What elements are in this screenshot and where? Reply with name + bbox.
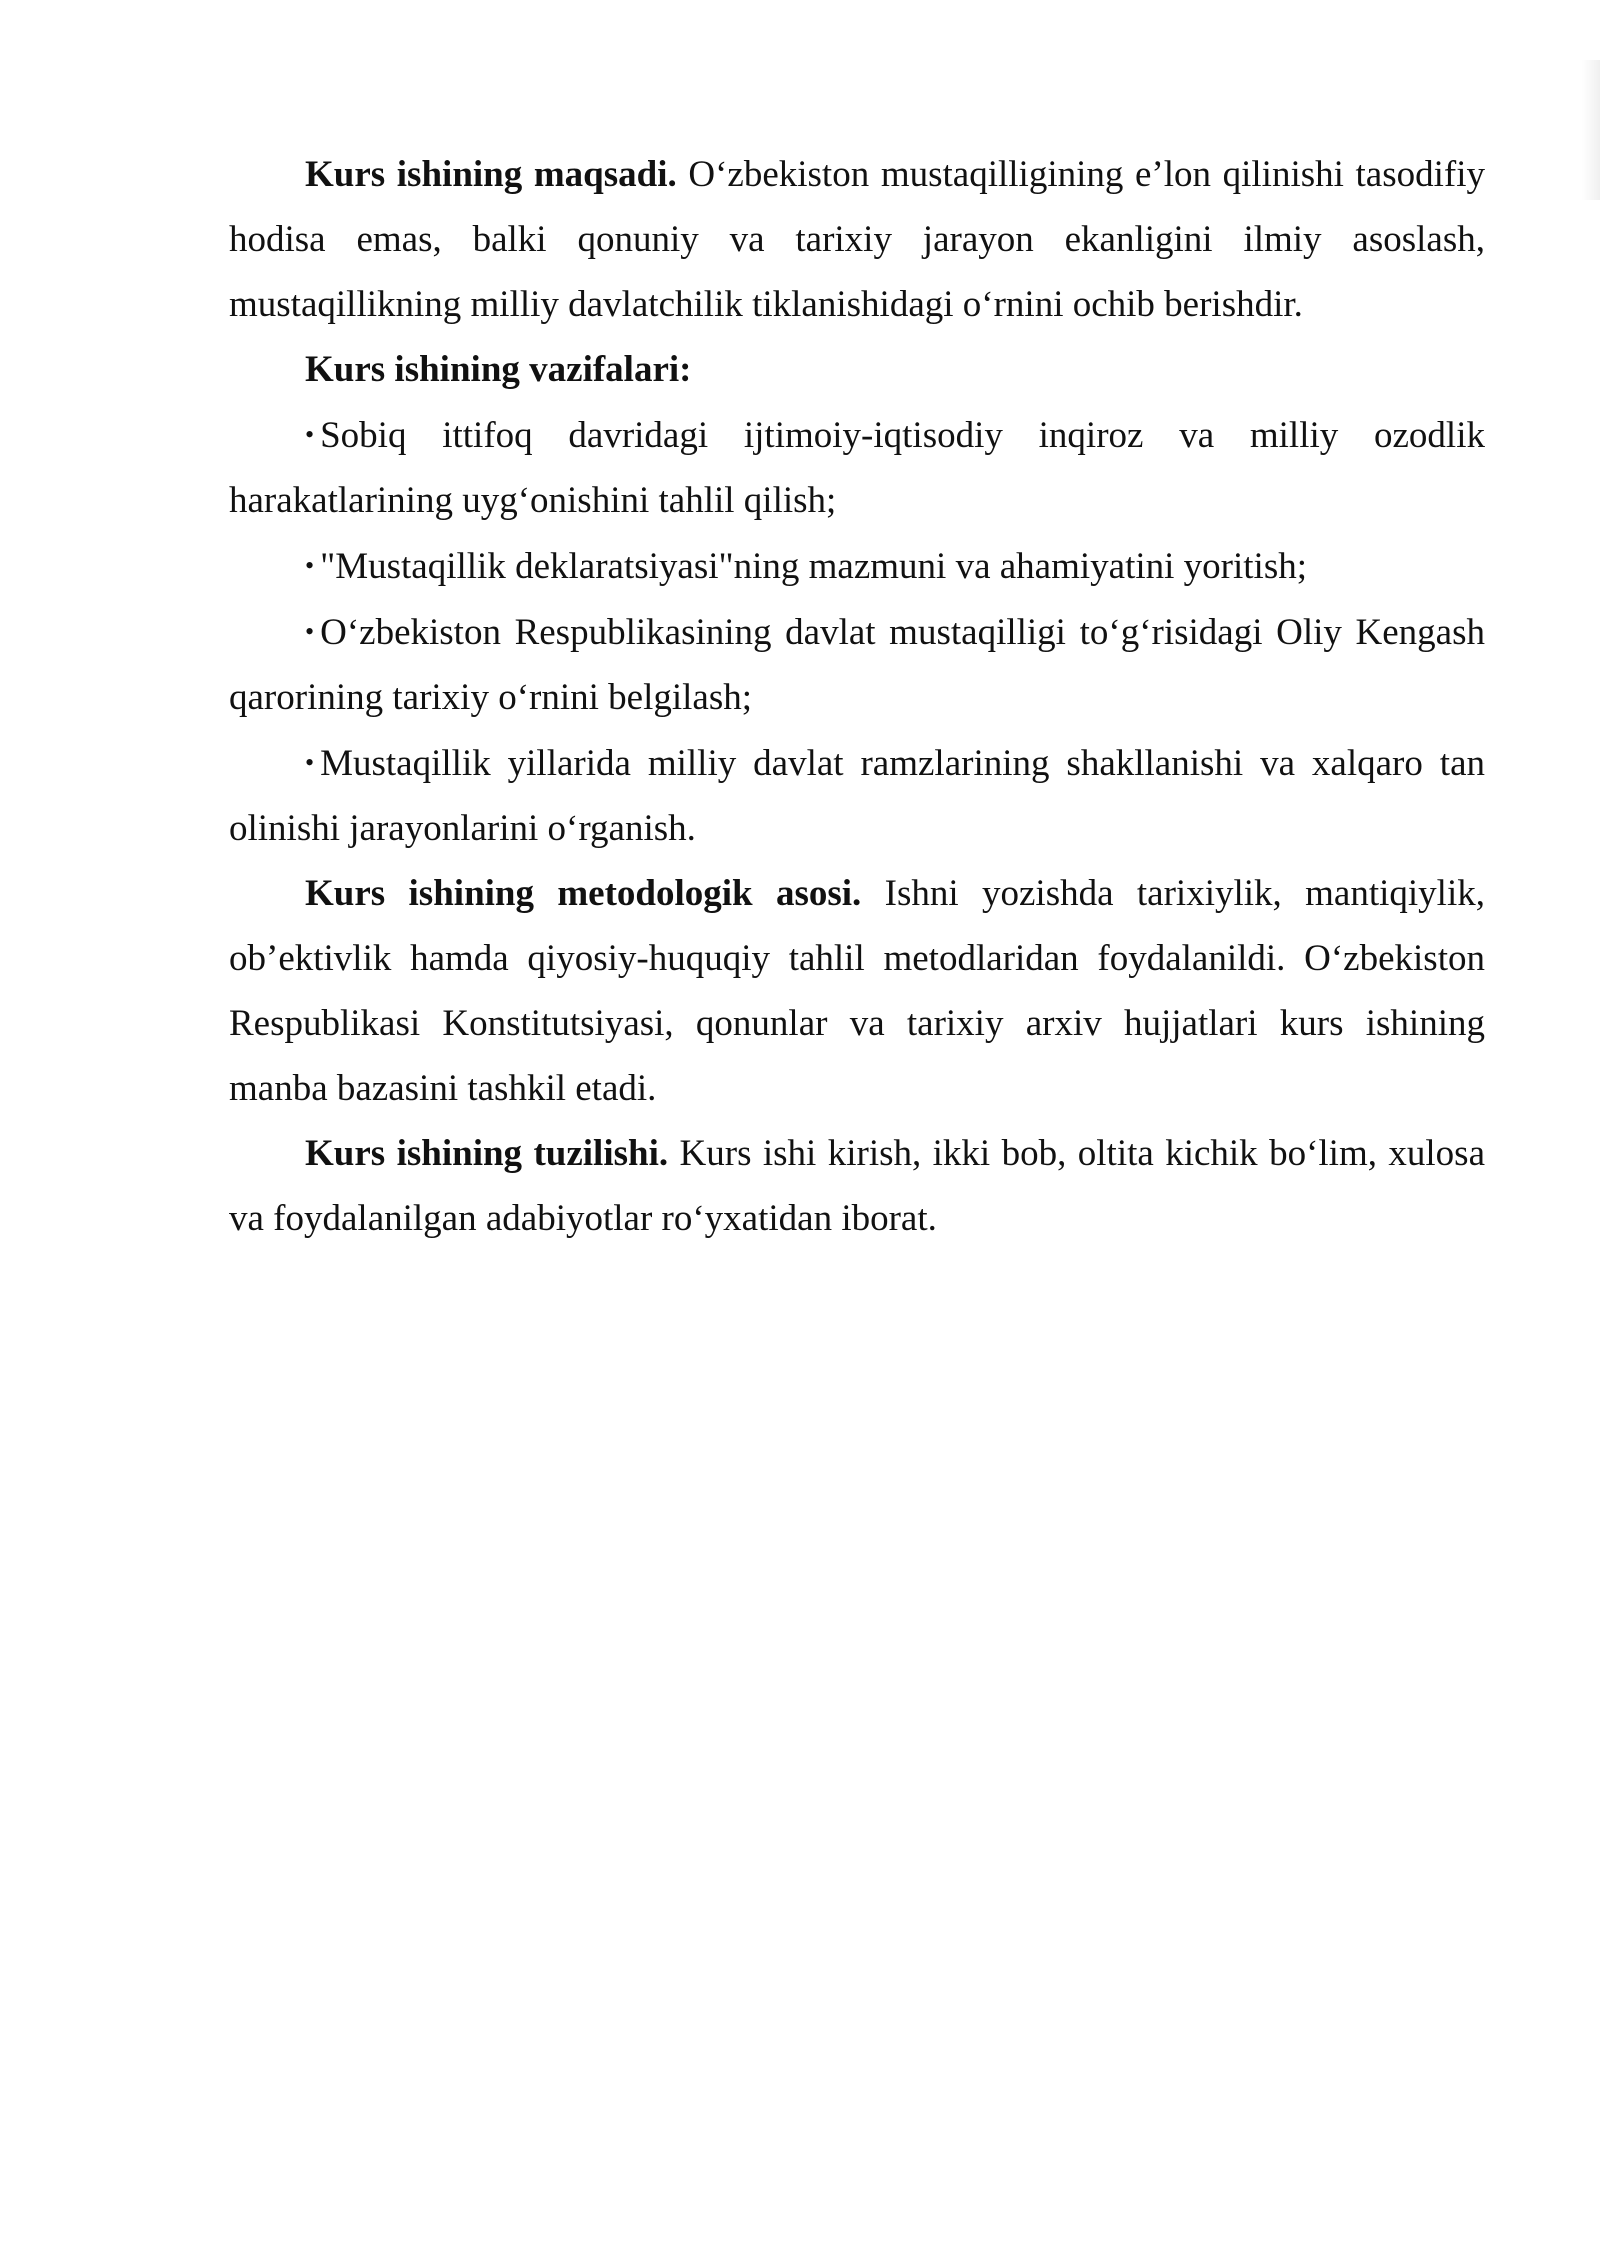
task-item: [229, 402, 1485, 533]
task-item: [229, 730, 1485, 861]
bullet-icon: •: [305, 617, 315, 646]
goal-heading: Kurs ishining maqsadi.: [305, 154, 677, 195]
task-item-text: Sobiq ittifoq davridagi ijtimoiy-iqtisodiy inqiroz va milliy ozodlik harakatlarining uyg‘onishini tahlil qilish;: [229, 415, 1485, 521]
tasks-heading: Kurs ishining vazifalari:: [305, 349, 692, 390]
bullet-icon: •: [305, 551, 315, 580]
goal-paragraph: [229, 142, 1485, 337]
task-item-text: O‘zbekiston Respublikasining davlat mustaqilligi to‘g‘risidagi Oliy Kengash qarorining tarixiy o‘rnini belgilash;: [229, 612, 1485, 718]
structure-heading: Kurs ishining tuzilishi.: [305, 1133, 669, 1174]
goal-text: O‘zbekiston mustaqilligining e’lon qilinishi tasodifiy hodisa emas, balki qonuniy va tarixiy jarayon ekanligini ilmiy asoslash, mustaqillikning milliy davlatchilik tiklanishidagi o‘rnini ochib berishdir.: [229, 154, 1485, 325]
methodology-paragraph: [229, 861, 1485, 1121]
methodology-heading: Kurs ishining metodologik asosi.: [305, 873, 862, 914]
task-item: [229, 533, 1485, 599]
bullet-icon: •: [305, 420, 315, 449]
page-edge-shadow: [1582, 60, 1600, 200]
tasks-heading-paragraph: [229, 337, 1485, 402]
document-body: [229, 142, 1485, 1251]
methodology-text: Ishni yozishda tarixiylik, mantiqiylik, ob’ektivlik hamda qiyosiy-huquqiy tahlil metodlaridan foydalanildi. O‘zbekiston Respublikasi Konstitutsiyasi, qonunlar va tarixiy arxiv hujjatlari kurs ishining manba bazasini tashkil etadi.: [229, 873, 1485, 1109]
structure-text: Kurs ishi kirish, ikki bob, oltita kichik bo‘lim, xulosa va foydalanilgan adabiyotlar ro‘yxatidan iborat.: [229, 1133, 1485, 1239]
bullet-icon: •: [305, 748, 315, 777]
task-item-text: "Mustaqillik deklaratsiyasi"ning mazmuni va ahamiyatini yoritish;: [320, 546, 1308, 587]
task-item-text: Mustaqillik yillarida milliy davlat ramzlarining shakllanishi va xalqaro tan olinishi jarayonlarini o‘rganish.: [229, 743, 1485, 849]
structure-paragraph: [229, 1121, 1485, 1251]
task-item: [229, 599, 1485, 730]
